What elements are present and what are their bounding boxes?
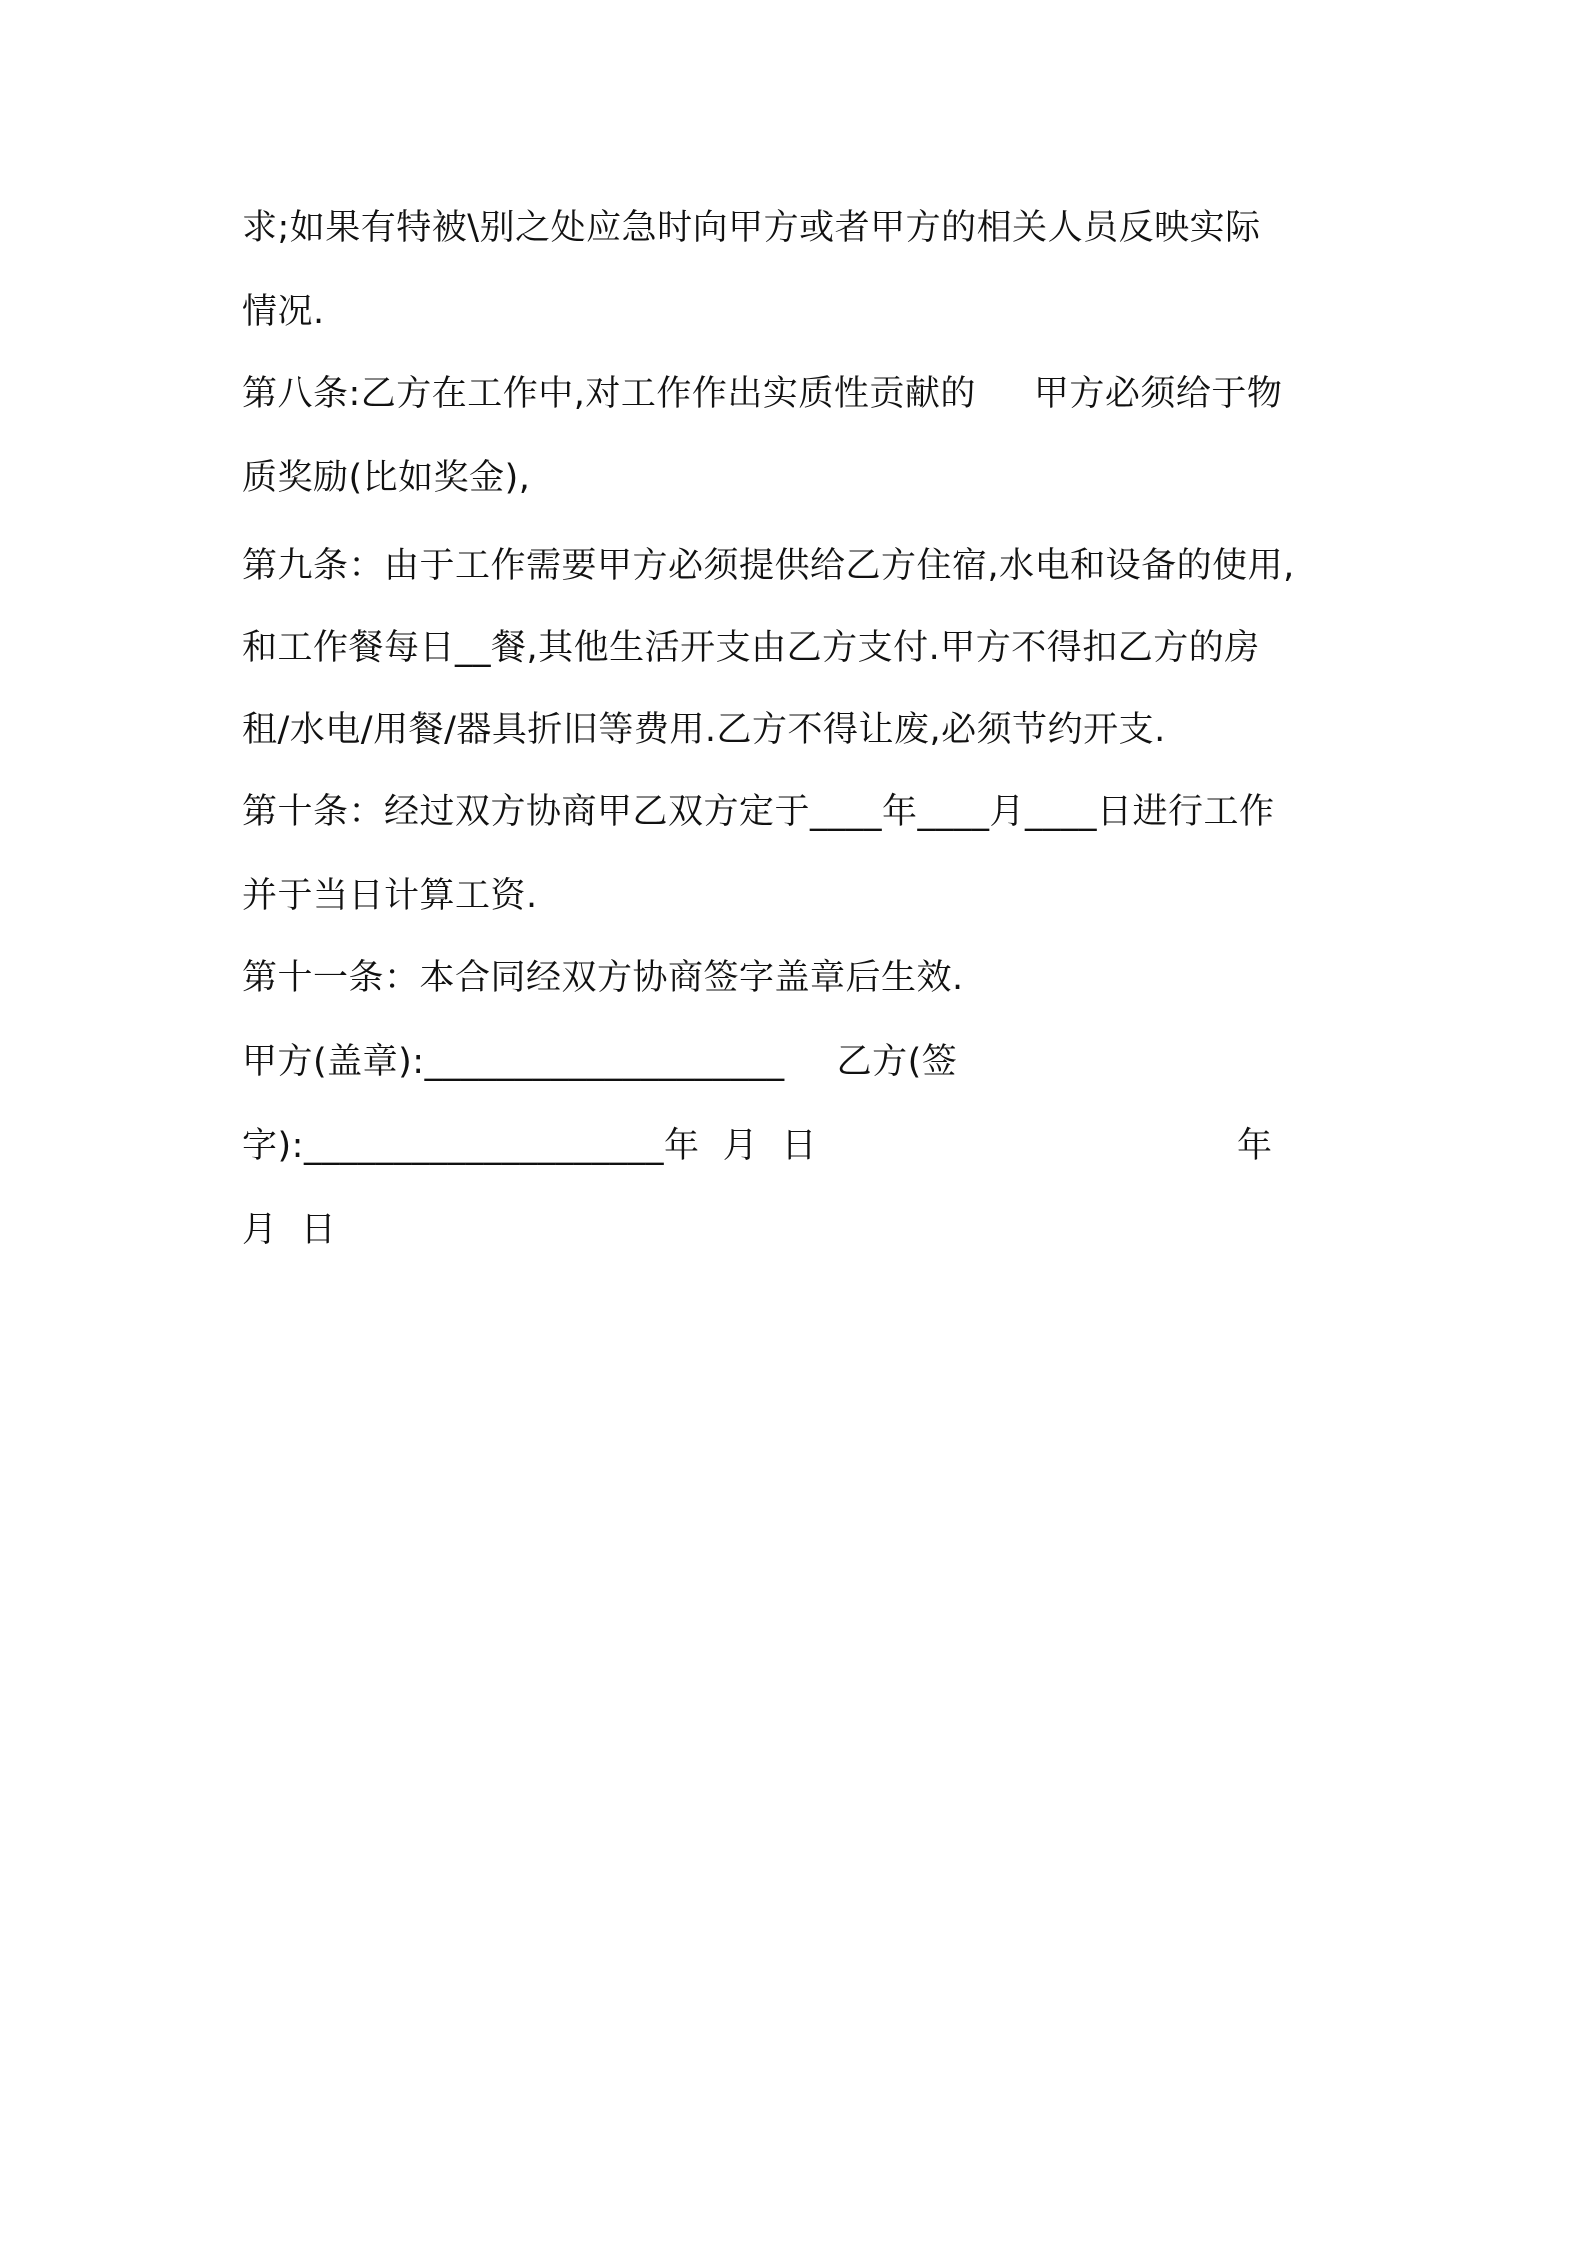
clause-7-continuation: 求;如果有特被\别之处应急时向甲方或者甲方的相关人员反映实际: [242, 208, 1261, 248]
clause-8-part-1: 第八条:乙方在工作中,对工作作出实质性贡献的: [242, 374, 976, 414]
clause-8-end: 质奖励(比如奖金),: [242, 458, 531, 498]
party-b-sign-label: 乙方(签: [836, 1042, 958, 1082]
clause-9-line-2: 和工作餐每日__餐,其他生活开支由乙方支付.甲方不得扣乙方的房: [242, 628, 1260, 668]
signature-party-a: [242, 1040, 957, 1084]
clause-11: 第十一条：本合同经双方协商签字盖章后生效.: [242, 958, 964, 998]
clause-10-end: 并于当日计算工资.: [242, 876, 538, 916]
signature-party-b: [242, 1124, 1272, 1168]
clause-8-part-2: 甲方必须给于物: [1033, 374, 1283, 414]
clause-10: 第十条：经过双方协商甲乙双方定于____年____月____日进行工作: [242, 792, 1275, 832]
party-b-sign-field: 字):____________________年 月 日: [242, 1126, 817, 1166]
party-a-seal-field: 甲方(盖章):____________________: [242, 1042, 785, 1082]
clause-9: 第九条：由于工作需要甲方必须提供给乙方住宿,水电和设备的使用,: [242, 546, 1295, 586]
clause-7-end: 情况.: [242, 292, 325, 332]
party-b-year: 年: [1236, 1126, 1273, 1166]
signature-date-end: 月 日: [242, 1210, 337, 1250]
clause-8: [242, 372, 1282, 416]
clause-9-line-3: 租/水电/用餐/器具折旧等费用.乙方不得让废,必须节约开支.: [242, 710, 1166, 750]
